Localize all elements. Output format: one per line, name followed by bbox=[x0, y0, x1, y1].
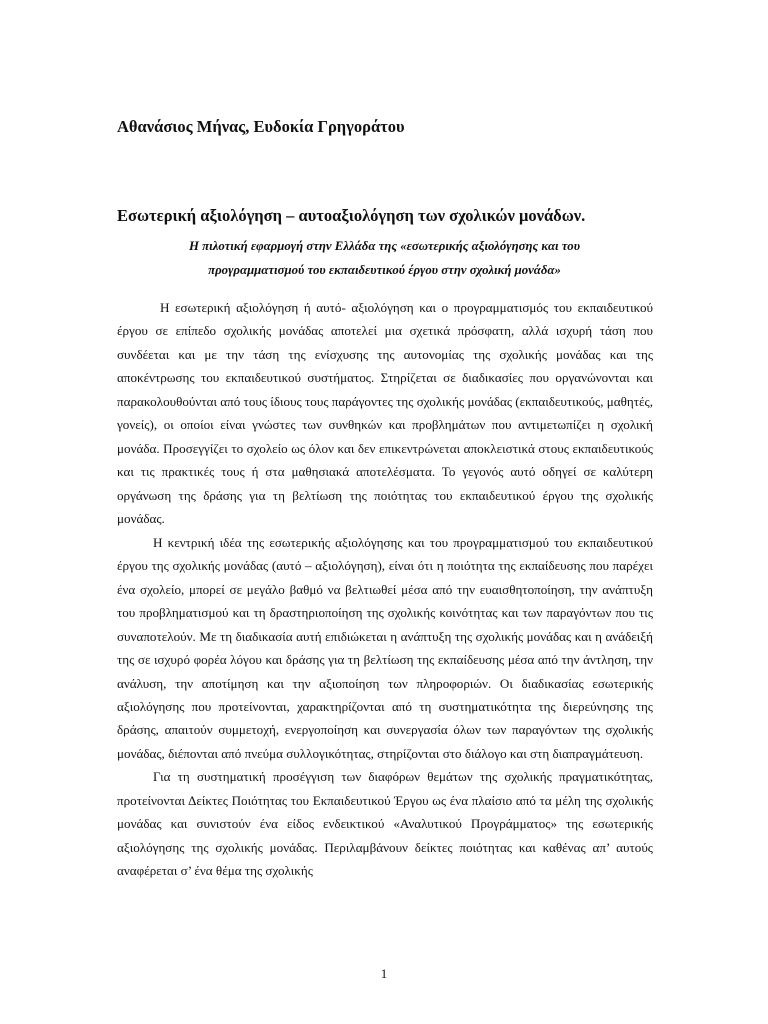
page-number: 1 bbox=[380, 966, 388, 981]
document-subtitle bbox=[117, 234, 652, 282]
document-title: Εσωτερική αξιολόγηση – αυτοαξιολόγηση των σχολικών μονάδων. bbox=[117, 206, 586, 225]
body-text bbox=[117, 296, 653, 883]
subtitle-line-2: προγραμματισμού του εκπαιδευτικού έργου στην σχολική μονάδα» bbox=[208, 263, 561, 277]
subtitle-line-1: Η πιλοτική εφαρμογή στην Ελλάδα της «εσωτερικής αξιολόγησης και του bbox=[189, 239, 580, 253]
paragraph-1: Η εσωτερική αξιολόγηση ή αυτό- αξιολόγηση και ο προγραμματισμός του εκπαιδευτικού έργου σε επίπεδο σχολικής μονάδας αποτελεί μια σχετικά πρόσφατη, αλλά ισχυρή τάση που συνδέεται και με την τάση της ενίσχυσης της αυτονομίας της σχολικής μονάδας και της αποκέντρωσης του εκπαιδευτικού συστήματος. Στηρίζεται σε διαδικασίες που οργανώνονται και παρακολουθούνται από τους ίδιους τους παράγοντες της σχολικής μονάδας (εκπαιδευτικούς, μαθητές, γονείς), οι οποίοι είναι γνώστες των συνθηκών και προβλημάτων που αντιμετωπίζει η σχολική μονάδα. Προσεγγίζει το σχολείο ως όλον και δεν επικεντρώνεται αποκλειστικά στους εκπαιδευτικούς και τις πρακτικές τους ή στα μαθησιακά αποτελέσματα. Το γεγονός αυτό οδηγεί σε καλύτερη οργάνωση της δράσης για τη βελτίωση της ποιότητας του εκπαιδευτικού έργου της σχολικής μονάδας. bbox=[117, 300, 653, 527]
authors: Αθανάσιος Μήνας, Ευδοκία Γρηγοράτου bbox=[117, 117, 405, 136]
paragraph-2: Η κεντρική ιδέα της εσωτερικής αξιολόγησης και του προγραμματισμού του εκπαιδευτικού έργου της σχολικής μονάδας (αυτό – αξιολόγηση), είναι ότι η ποιότητα της εκπαίδευσης που παρέχει ένα σχολείο, μπορεί σε μεγάλο βαθμό να βελτιωθεί μέσα από την ευαισθητοποίηση, την ανάπτυξη του προβληματισμού και τη δραστηριοποίηση της σχολικής κοινότητας και των παραγόντων που τις συναποτελούν. Με τη διαδικασία αυτή επιδιώκεται η ανάπτυξη της σχολικής μονάδας και η ανάδειξή της σε ισχυρό φορέα λόγου και δράσης για τη βελτίωση της εκπαίδευσης μέσα από την άντληση, την ανάλυση, την αποτίμηση και την αξιοποίηση των πληροφοριών. Οι διαδικασίας εσωτερικής αξιολόγησης που προτείνονται, χαρακτηρίζονται από τη συστηματικότητα της διερεύνησης της δράσης, απαιτούν συμμετοχή, ενεργοποίηση και συνεργασία όλων των παραγόντων της σχολικής μονάδας, διέπονται από πνεύμα συλλογικότητας, στηρίζονται στο διάλογο και στη διαπραγμάτευση. bbox=[117, 534, 653, 761]
paragraph-3: Για τη συστηματική προσέγγιση των διαφόρων θεμάτων της σχολικής πραγματικότητας, προτείνονται Δείκτες Ποιότητας του Εκπαιδευτικού Έργου ως ένα πλαίσιο από τα μέλη της σχολικής μονάδας και συνιστούν ένα είδος ενδεικτικού «Αναλυτικού Προγράμματος» της εσωτερικής αξιολόγησης της σχολικής μονάδας. Περιλαμβάνουν δείκτες ποιότητας και καθένας απ’ αυτούς αναφέρεται σ’ ένα θέμα της σχολικής bbox=[117, 769, 653, 879]
